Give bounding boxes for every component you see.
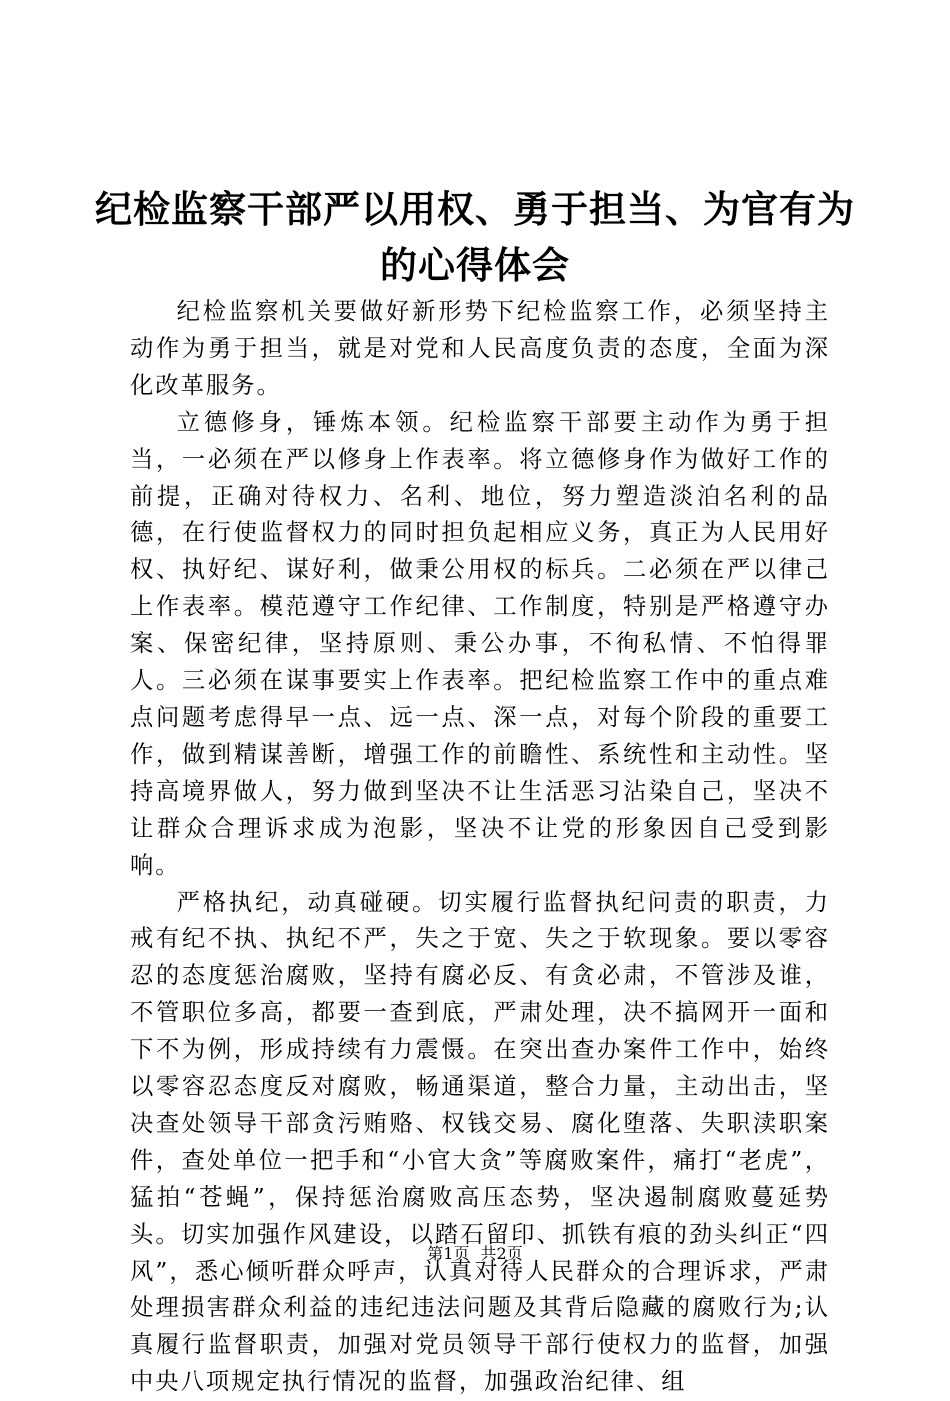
page-total: 共2页 xyxy=(481,1244,523,1264)
paragraph-self-cultivation: 立德修身，锤炼本领。纪检监察干部要主动作为勇于担当，一必须在严以修身上作表率。将立德修身作为做好工作的前提，正确对待权力、名利、地位，努力塑造淡泊名利的品德，在行使监督权力的同时担负起相应义务，真正为人民用好权、执好纪、谋好利，做秉公用权的标兵。二必须在严以律己上作表率。模范遵守工作纪律、工作制度，特别是严格遵守办案、保密纪律，坚持原则、秉公办事，不徇私情、不怕得罪人。三必须在谋事要实上作表率。把纪检监察工作中的重点难点问题考虑得早一点、远一点、深一点，对每个阶段的重要工作，做到精谋善断，增强工作的前瞻性、系统性和主动性。坚持高境界做人，努力做到坚决不让生活恶习沾染自己，坚决不让群众合理诉求成为泡影，坚决不让党的形象因自己受到影响。 xyxy=(130,405,830,885)
page-footer xyxy=(0,1244,950,1264)
paragraph-intro: 纪检监察机关要做好新形势下纪检监察工作，必须坚持主动作为勇于担当，就是对党和人民高度负责的态度，全面为深化改革服务。 xyxy=(130,294,830,405)
document-title-line-1: 纪检监察干部严以用权、勇于担当、为官有为 xyxy=(60,186,890,232)
document-title-line-2: 的心得体会 xyxy=(60,242,890,288)
paragraph-strict-discipline: 严格执纪，动真碰硬。切实履行监督执纪问责的职责，力戒有纪不执、执纪不严，失之于宽、失之于软现象。要以零容忍的态度惩治腐败，坚持有腐必反、有贪必肃，不管涉及谁，不管职位多高，都要一查到底，严肃处理，决不搞网开一面和下不为例，形成持续有力震慑。在突出查办案件工作中，始终以零容忍态度反对腐败，畅通渠道，整合力量，主动出击，坚决查处领导干部贪污贿赂、权钱交易、腐化堕落、失职渎职案件，查处单位一把手和“小官大贪”等腐败案件，痛打“老虎”，猛拍“苍蝇”，保持惩治腐败高压态势，坚决遏制腐败蔓延势头。切实加强作风建设，以踏石留印、抓铁有痕的劲头纠正“四风”，悉心倾听群众呼声，认真对待人民群众的合理诉求，严肃处理损害群众利益的违纪违法问题及其背后隐藏的腐败行为;认真履行监督职责，加强对党员领导干部行使权力的监督，加强中央八项规定执行情况的监督，加强政治纪律、组 xyxy=(130,885,830,1401)
page-number: 第1页 xyxy=(427,1244,469,1264)
document-body xyxy=(130,294,830,1401)
